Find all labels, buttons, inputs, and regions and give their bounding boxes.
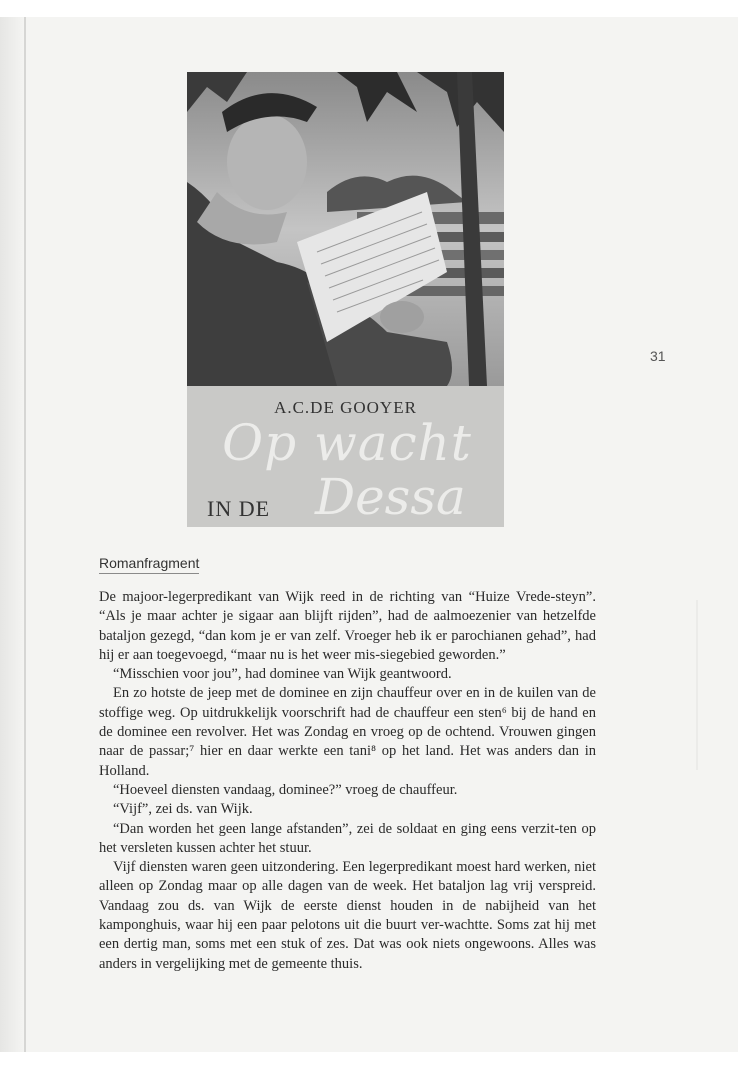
cover-author: A.C.DE GOOYER <box>274 398 417 417</box>
page-number: 31 <box>650 348 666 364</box>
book-cover-image <box>187 72 504 527</box>
paragraph: Vijf diensten waren geen uitzondering. Een legerpredikant moest hard werken, niet alleen op Zondag maar op alle dagen van de week. Het bataljon lag vrij verspreid. Vandaag zou ds. van Wijk de eerste dienst houden in de nabijheid van het kamponghuis, waar hij een paar pelotons uit die buurt ver-wachtte. Soms zat hij met een dertig man, soms met een stuk of zes. Dat was ook niets ongewoons. Alles was anders in vergelijking met de gemeente thuis. <box>99 859 596 972</box>
spine-shadow <box>0 17 24 1052</box>
paragraph: “Vijf”, zei ds. van Wijk. <box>113 801 253 818</box>
cover-title-line-2: Dessa <box>315 468 466 526</box>
paragraph: “Hoeveel diensten vandaag, dominee?” vroeg de chauffeur. <box>113 781 458 798</box>
cover-title-line-1: Op wacht <box>222 414 472 472</box>
cover-photo <box>187 72 504 386</box>
paragraph: En zo hotste de jeep met de dominee en zijn chauffeur over en in de kuilen van de stoffige weg. Op uitdrukkelijk voorschrift had de chauffeur een sten⁶ bij de hand en de dominee een revolver. Het was Zondag en vroeg op de ochtend. Vrouwen gingen naar de passar;⁷ hier en daar werkte een tani⁸ op het land. Het was anders dan in Holland. <box>99 685 596 779</box>
cover-title-in-de: IN DE <box>207 496 271 521</box>
spine-line <box>24 17 26 1052</box>
body-text <box>99 588 596 974</box>
paragraph: De majoor-legerpredikant van Wijk reed in de richting van “Huize Vrede-steyn”. “Als je maar achter je sigaar aan blijft rijden”, had de aalmoezenier van hetzelfde bataljon gezegd, “dan kom je er van zelf. Vroeger heb ik er parochianen gehad”, had hij er aan toegevoegd, “maar nu is het weer mis-siegebied geworden.” <box>99 589 596 663</box>
top-margin <box>0 0 738 17</box>
section-heading: Romanfragment <box>99 555 199 574</box>
bottom-margin <box>0 1052 738 1068</box>
paragraph: “Dan worden het geen lange afstanden”, zei de soldaat en ging eens verzit-ten op het versleten kussen achter het stuur. <box>99 820 596 856</box>
edge-mark <box>696 600 698 770</box>
paragraph: “Misschien voor jou”, had dominee van Wijk geantwoord. <box>113 666 452 683</box>
